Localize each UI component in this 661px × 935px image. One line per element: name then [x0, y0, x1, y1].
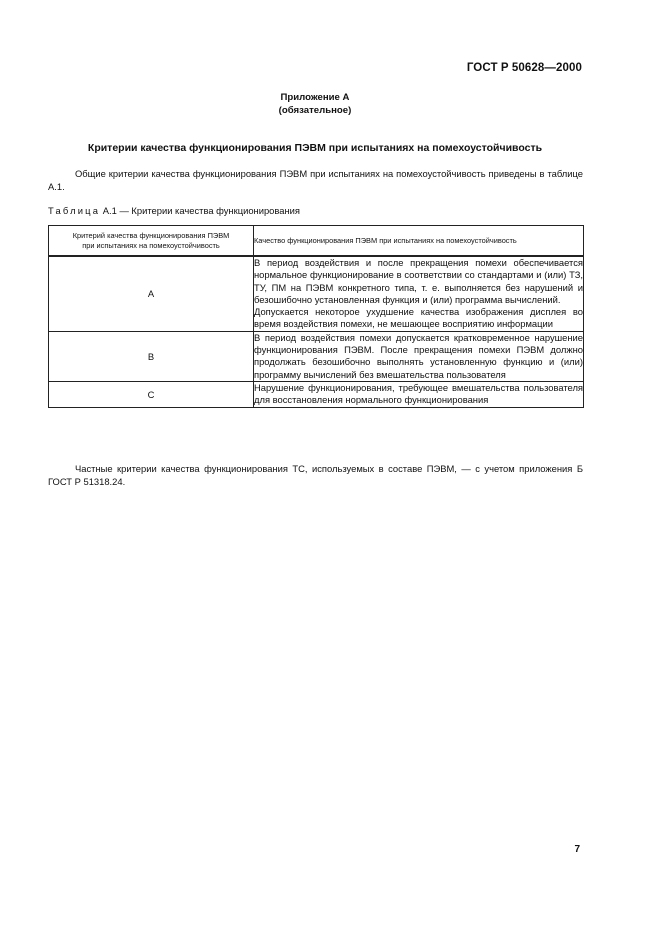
table-row	[49, 331, 584, 381]
description-text: В период воздействия и после прекращения помехи обеспечивается нормальное функционирование в соответствии со стандартами и (или) ТЗ, ТУ, ПМ на ПЭВМ конкретного типа, т. е. выполняется без нарушений и безошибочно установленная функция и (или) программа вычислений.	[254, 257, 583, 305]
table-header-row	[49, 226, 584, 257]
header-criterion-line1: Критерий качества функционирования ПЭВМ	[72, 230, 230, 240]
description-text: Нарушение функционирования, требующее вмешательства пользователя для восстановления нормального функционирования	[254, 381, 583, 406]
document-id: ГОСТ Р 50628—2000	[466, 62, 582, 74]
header-criterion	[49, 226, 254, 257]
table-row	[49, 381, 584, 407]
section-title: Критерии качества функционирования ПЭВМ при испытаниях на помехоустойчивость	[87, 142, 543, 154]
footnote-paragraph: Частные критерии качества функционирования ТС, используемых в составе ПЭВМ, — с учетом приложения Б ГОСТ Р 51318.24.	[48, 463, 583, 487]
header-quality: Качество функционирования ПЭВМ при испытаниях на помехоустойчивость	[254, 226, 584, 257]
table-row	[49, 256, 584, 331]
description-text: В период воздействия помехи допускается кратковременное нарушение функционирования ПЭВМ. После прекращения помехи ПЭВМ должно продолжать безошибочно выполнять установленную функцию и (или) программу вычислений без вмешательства пользователя	[254, 331, 583, 380]
table-caption-word: Таблица	[48, 205, 101, 216]
header-criterion-line2: при испытаниях на помехоустойчивость	[82, 240, 220, 250]
appendix-heading	[0, 92, 630, 117]
criterion-cell: A	[49, 256, 254, 331]
appendix-title: Приложение А	[280, 92, 350, 103]
criterion-cell: C	[49, 381, 254, 407]
table-caption	[48, 205, 300, 216]
description-text: Допускается некоторое ухудшение качества изображения дисплея во время воздействия помехи, не мешающее восприятию информации	[254, 306, 583, 330]
table-caption-text: А.1 — Критерии качества функционирования	[102, 205, 300, 216]
intro-paragraph: Общие критерии качества функционирования ПЭВМ при испытаниях на помехоустойчивость приведены в таблице А.1.	[48, 168, 583, 192]
description-cell	[254, 256, 584, 331]
appendix-status: (обязательное)	[278, 104, 352, 116]
description-cell	[254, 381, 584, 407]
description-cell	[254, 331, 584, 381]
page-number: 7	[574, 844, 580, 855]
criteria-table	[48, 225, 584, 408]
criterion-cell: B	[49, 331, 254, 381]
